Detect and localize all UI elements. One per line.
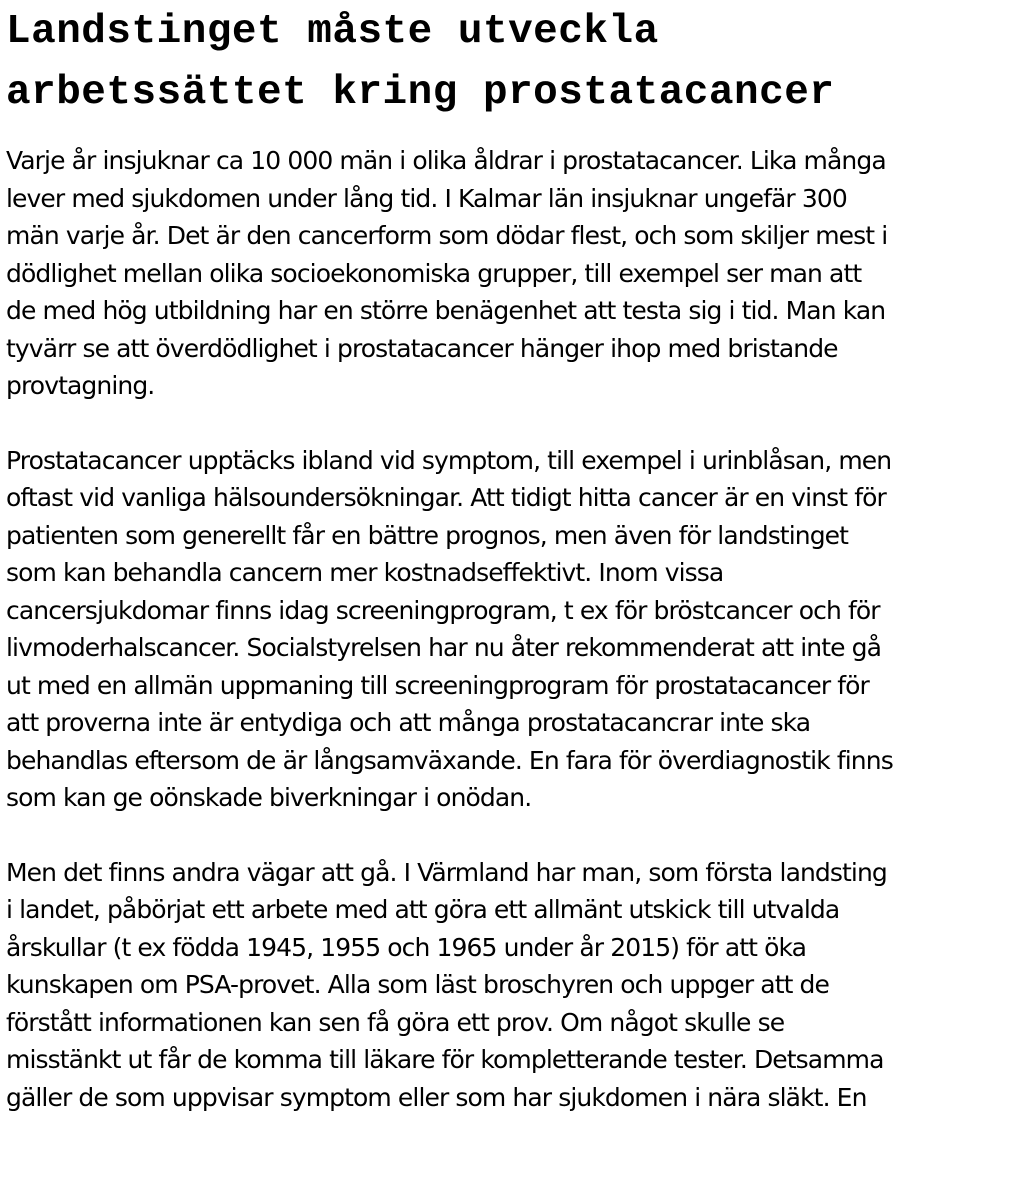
title-line: Landstinget måste utveckla xyxy=(6,9,659,55)
text-line: män varje år. Det är den cancerform som dödar flest, och som skiljer mest i xyxy=(6,221,888,250)
text-line: tyvärr se att överdödlighet i prostatacancer hänger ihop med bristande xyxy=(6,333,838,363)
text-line: Prostatacancer upptäcks ibland vid symptom, till exempel i urinblåsan, men xyxy=(6,445,892,475)
paragraph-2 xyxy=(6,442,1022,817)
text-line: oftast vid vanliga hälsoundersökningar. Att tidigt hitta cancer är en vinst för xyxy=(6,483,886,512)
text-line: i landet, påbörjat ett arbete med att göra ett allmänt utskick till utvalda xyxy=(6,895,840,924)
text-line: provtagning. xyxy=(6,371,155,400)
document-title xyxy=(6,2,834,124)
text-line: som kan ge oönskade biverkningar i onödan. xyxy=(6,783,532,812)
text-line: som kan behandla cancern mer kostnadseffektivt. Inom vissa xyxy=(6,558,724,587)
title-line: arbetssättet kring prostatacancer xyxy=(6,70,835,116)
text-line: Varje år insjuknar ca 10 000 män i olika åldrar i prostatacancer. Lika många xyxy=(6,146,886,175)
text-line: cancersjukdomar finns idag screeningprogram, t ex för bröstcancer och för xyxy=(6,595,880,625)
paragraph-3 xyxy=(6,854,1022,1117)
text-line: Men det finns andra vägar att gå. I Värmland har man, som första landsting xyxy=(6,857,887,887)
text-line: patienten som generellt får en bättre prognos, men även för landstinget xyxy=(6,520,849,550)
paragraph-1 xyxy=(6,142,1022,405)
text-line: gäller de som uppvisar symptom eller som har sjukdomen i nära släkt. En xyxy=(6,1082,867,1112)
text-line: att proverna inte är entydiga och att många prostatacancrar inte ska xyxy=(6,708,811,737)
text-line: lever med sjukdomen under lång tid. I Kalmar län insjuknar ungefär 300 xyxy=(6,183,847,213)
text-line: behandlas eftersom de är långsamväxande. En fara för överdiagnostik finns xyxy=(6,745,893,775)
text-line: förstått informationen kan sen få göra ett prov. Om något skulle se xyxy=(6,1007,785,1037)
text-line: misstänkt ut får de komma till läkare för kompletterande tester. Detsamma xyxy=(6,1045,884,1074)
document-body xyxy=(6,142,1022,1153)
text-line: ut med en allmän uppmaning till screeningprogram för prostatacancer för xyxy=(6,670,869,700)
text-line: dödlighet mellan olika socioekonomiska grupper, till exempel ser man att xyxy=(6,258,862,288)
text-line: årskullar (t ex födda 1945, 1955 och 1965 under år 2015) för att öka xyxy=(6,932,807,962)
text-line: livmoderhalscancer. Socialstyrelsen har nu åter rekommenderat att inte gå xyxy=(6,633,882,662)
text-line: kunskapen om PSA-provet. Alla som läst broschyren och uppger att de xyxy=(6,970,830,999)
text-line: de med hög utbildning har en större benägenhet att testa sig i tid. Man kan xyxy=(6,296,886,325)
